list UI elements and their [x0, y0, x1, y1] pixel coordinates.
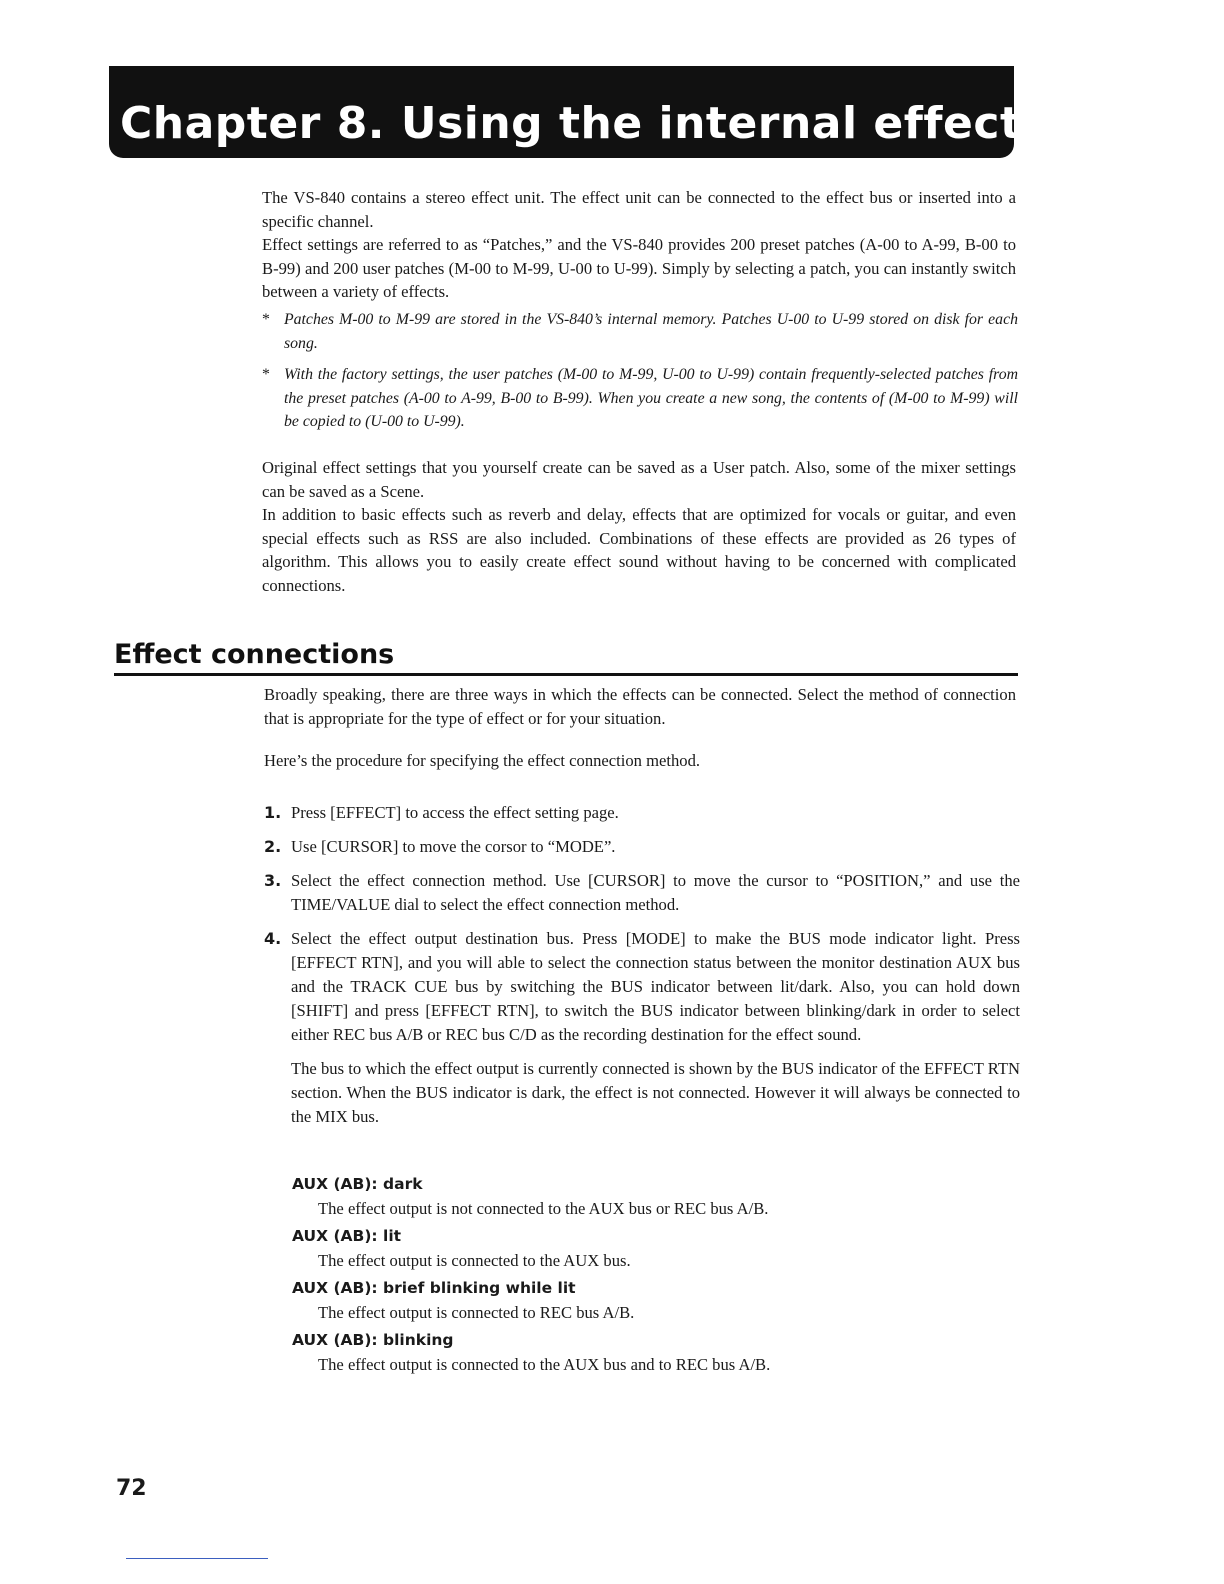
intro-paragraph: The VS-840 contains a stereo effect unit. The effect unit can be connected to the effect bus or inserted into a specific channel. [262, 188, 1016, 231]
definition-term: AUX (AB): blinking [292, 1331, 454, 1349]
page-number: 72 [116, 1476, 147, 1501]
definition-term: AUX (AB): brief blinking while lit [292, 1279, 576, 1297]
step-item [264, 927, 1020, 1129]
step-text: Select the effect connection method. Use [CURSOR] to move the cursor to “POSITION,” and use the TIME/VALUE dial to select the effect connection method. [291, 871, 1020, 914]
definition-desc: The effect output is connected to the AUX bus. [318, 1251, 631, 1270]
definition-desc: The effect output is not connected to the AUX bus or REC bus A/B. [318, 1199, 769, 1218]
steps-list [264, 801, 1020, 1139]
notes-list [262, 308, 1018, 442]
definition-item [292, 1276, 1012, 1324]
definition-desc: The effect output is connected to the AUX bus and to REC bus A/B. [318, 1355, 771, 1374]
footer-line [126, 1558, 268, 1559]
chapter-title: Chapter 8. Using the internal effects [120, 98, 1049, 149]
note-text: Patches M-00 to M-99 are stored in the VS-840’s internal memory. Patches U-00 to U-99 stored on disk for each song. [284, 311, 1018, 352]
intro-paragraph: Effect settings are referred to as “Patches,” and the VS-840 provides 200 preset patches (A-00 to A-99, B-00 to B-99) and 200 user patches (M-00 to M-99, U-00 to U-99). Simply by selecting a patch, you can instantly switch between a variety of effects. [262, 235, 1016, 301]
note-bullet: * [262, 366, 270, 383]
procedure-intro: Here’s the procedure for specifying the effect connection method. [264, 751, 701, 770]
step-text: Use [CURSOR] to move the corsor to “MODE”. [291, 837, 616, 856]
original-settings-text [262, 456, 1016, 597]
step-number: 4. [264, 929, 282, 948]
intro-text [262, 186, 1016, 304]
note-text: With the factory settings, the user patches (M-00 to M-99, U-00 to U-99) contain frequently-selected patches from the preset patches (A-00 to A-99, B-00 to B-99). When you create a new song, the contents of (M-00 to M-99) will be copied to (U-00 to U-99). [284, 366, 1018, 430]
definition-item [292, 1328, 1012, 1376]
section-title: Effect connections [114, 639, 395, 670]
definition-item [292, 1172, 1012, 1220]
section-divider [114, 673, 1018, 676]
step-extra-text: The bus to which the effect output is currently connected is shown by the BUS indicator of the EFFECT RTN section. When the BUS indicator is dark, the effect is not connected. However it will always be connected to the MIX bus. [291, 1059, 1020, 1126]
step-number: 3. [264, 871, 282, 890]
step-text: Press [EFFECT] to access the effect setting page. [291, 803, 619, 822]
definition-term: AUX (AB): lit [292, 1227, 402, 1245]
definition-desc: The effect output is connected to REC bus A/B. [318, 1303, 635, 1322]
step-number: 1. [264, 803, 282, 822]
step-number: 2. [264, 837, 282, 856]
body-paragraph: Original effect settings that you yourself create can be saved as a User patch. Also, some of the mixer settings can be saved as a Scene. [262, 458, 1016, 501]
note-bullet: * [262, 311, 270, 328]
bus-status-definitions [292, 1172, 1012, 1380]
definition-term: AUX (AB): dark [292, 1175, 423, 1193]
step-item [264, 835, 1020, 859]
note-item [262, 363, 1018, 434]
step-text: Select the effect output destination bus. Press [MODE] to make the BUS mode indicator light. Press [EFFECT RTN], and you will able to select the connection status between the monitor destination AUX bus and the TRACK CUE bus by switching the BUS indicator between lit/dark. Also, you can hold down [SHIFT] and press [EFFECT RTN], to switch the BUS indicator between blinking/dark in order to select either REC bus A/B or REC bus C/D as the recording destination for the effect sound. [291, 929, 1020, 1044]
definition-item [292, 1224, 1012, 1272]
step-item [264, 869, 1020, 917]
step-item [264, 801, 1020, 825]
note-item [262, 308, 1018, 355]
section-intro: Broadly speaking, there are three ways in which the effects can be connected. Select the method of connection that is appropriate for the type of effect or for your situation. [264, 685, 1016, 728]
body-paragraph: In addition to basic effects such as reverb and delay, effects that are optimized for vocals or guitar, and even special effects such as RSS are also included. Combinations of these effects are provided as 26 types of algorithm. This allows you to easily create effect sound without having to be concerned with complicated connections. [262, 505, 1016, 595]
